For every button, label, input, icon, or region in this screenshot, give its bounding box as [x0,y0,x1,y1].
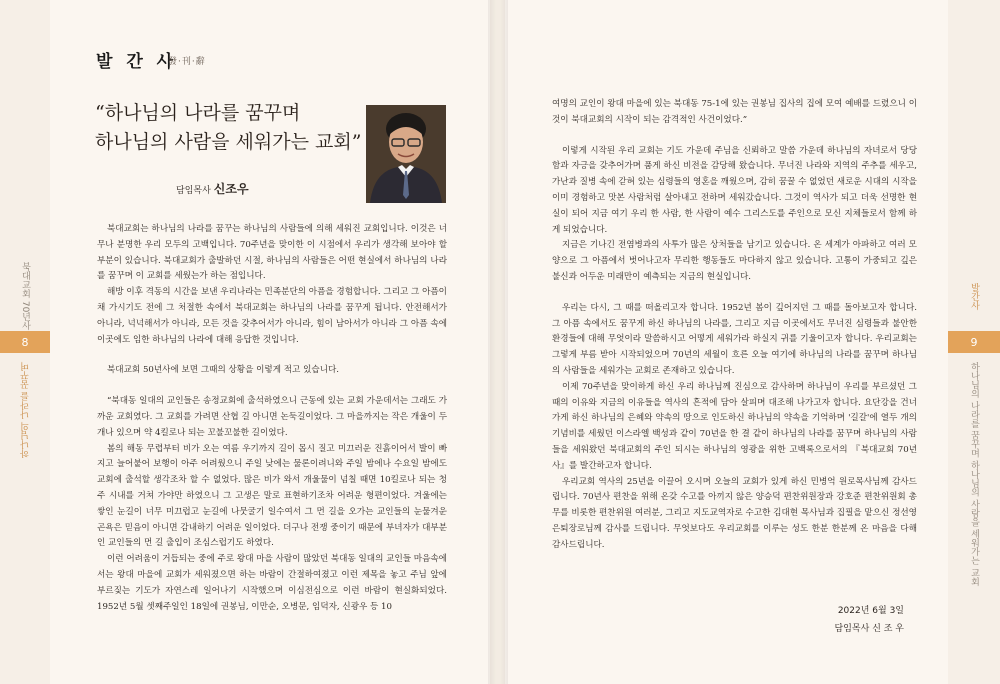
paragraph: 이렇게 시작된 우리 교회는 기도 가운데 주님을 신뢰하고 말씀 가운데 하나님의 자녀로서 당당함과 자긍을 갖추어가며 품게 하신 비전을 감당해 왔습니다. 무너진 나라와 지역의 주추를 세우고, 가난과 질병 속에 갇혀 있는 심령들의 영혼을 깨웠으며, 감히 꿈꿀 수 없었던 새로운 시대의 시작을 이미 경험하고 맛본 사람처럼 살아내고 전하며 세워갔습니다. 그것이 역사가 되고 더욱 선명한 현실이 되어 지금 여기 우리 한 사람, 한 사람이 예수 그리스도를 주인으로 모신 지체들로서 함께 하게 되었습니다. [552,145,917,235]
headline-quote [95,99,361,157]
author-byline [176,180,249,197]
paragraph: 우리는 다시, 그 때를 떠올리고자 합니다. 1952년 봄이 깊어지던 그 때를 돌아보고자 합니다. 그 아픔 속에서도 꿈꾸게 하신 하나님의 나라를, 그리고 지금 이곳에서도 무너진 심령들과 불안한 환경들에 대해 무엇이라 말씀하시고 어떻게 세워가라 하실지 귀를 기울이고자 합니다. 우리교회는 그렇게 부름 받아 시작되었으며 70년의 세월이 흐른 오늘 여기에 하나님의 나라를 꿈꾸며 하나님의 사람들을 세워가는 교회로 존재하고 있습니다. [552,302,917,376]
signature-block [780,621,904,634]
paragraph-gap [552,286,917,301]
paragraph-gap [97,348,447,363]
author-role: 담임목사 [176,186,211,196]
paragraph: 북대교회 50년사에 보면 그때의 상황을 이렇게 적고 있습니다. [107,365,340,376]
section-title-hanja: 發·刊·辭 [168,57,206,67]
running-foot-motto-right: 하나님의 나라를 꿈꾸며 하나님의 사람을 세워가는 교회 [969,362,979,587]
author-name: 신조우 [213,182,249,196]
paragraph-gap [97,379,447,394]
paragraph: 이제 70주년을 맞이하게 하신 우리 하나님께 진심으로 감사하며 하나님이 우리를 부르셨던 그때의 이유와 지금의 이유들을 역사의 흔적에 담아 살피며 대조해 나가고자 합니다. 요단강을 건너가게 하신 하나님의 은혜와 약속의 땅으로 인도하신 하나님의 약속을 기억하며 '길갈'에 열두 개의 기념비를 세웠던 이스라엘 백성과 같이 70년을 한 결 같이 하나님의 나라를 꿈꾸며 하나님의 사람들을 세워왔던 북대교회의 주인 되시는 하나님의 영광을 위한 고백록으로서의 『북대교회 70년사』를 발간하고자 합니다. [552,381,917,471]
paragraph: 해방 이후 격동의 시간을 보낸 우리나라는 민족분단의 아픔을 경험합니다. 그리고 그 아픔이 채 가시기도 전에 그 처절한 속에서 북대교회는 하나님의 나라를 꿈꾸게 됩니다. 안전해서가 아니라, 넉넉해서가 아니라, 모든 것을 갖추어서가 아니라, 힘이 남아서가 아니라 그 아픔 속에 이곳에도 임한 하나님의 나라에 대해 응답한 것입니다. [97,287,447,345]
book-gutter [488,0,508,684]
page-number-tab-left [0,331,50,353]
paragraph: 북대교회는 하나님의 나라를 꿈꾸는 하나님의 사람들에 의해 세워진 교회입니다. 이것은 너무나 분명한 우리 모두의 고백입니다. 70주년을 맞이한 이 시점에서 우리가 생각해 보아야 할 부분이 있습니다. 북대교회가 출발하던 시절, 하나님의 사람들은 어떤 현실에서 하나님의 나라를 꿈꾸며 이 교회를 세웠는가 하는 점입니다. [97,224,447,282]
paragraph: 여명의 교인이 왕대 마을에 있는 북대동 75-1에 있는 권봉님 집사의 집에 모여 예배를 드렸으니 이것이 북대교회의 시작이 되는 감격적인 사건이었다.” [552,99,917,125]
signature-name: 신 조 우 [872,624,904,634]
section-title: 발 간 사 [96,52,178,72]
paragraph: 봄의 해동 무렵부터 비가 오는 여름 우기까지 길이 몹시 질고 미끄러운 진흙이어서 발이 빠지고 늘어붙어 보행이 아주 어려웠으니 주일 낮에는 물론이려니와 주일 밤에나 수요일 밤에도 교회에 출석할 생각조차 할 수 없었다. 많은 비가 와서 개울물이 넘칠 때면 10킬로나 되는 청주 시내를 거쳐 가야만 하였으니 그 고생은 말로 표현하기조차 어려운 형편이었다. 겨울에는 쌓인 눈길이 너무 미끄럽고 눈길에 나뭇굴기 일수여서 그 먼 길을 오가는 교인들의 눈물겨운 곤욕은 믿음이 아니면 감내하기 어려운 일이었다. 더구나 전쟁 중이기 때문에 부녀자가 대부분인 교인들의 먼 길 출입이 조심스럽기도 하였다. [97,443,447,549]
running-head-chapter: 발간사 [969,283,979,310]
paragraph: 우리교회 역사의 25년을 이끌어 오시며 오늘의 교회가 있게 하신 민병억 원로목사님께 감사드립니다. 70년사 편찬을 위해 온갖 수고를 아끼지 않은 양승덕 편찬위원장과 강호준 편찬위원회 총무를 비롯한 편찬위원 여러분, 그리고 지도교역자로 수고한 김대현 목사님과 집필을 맡으신 정선영 은퇴장로님께 감사를 드립니다. 무엇보다도 우리교회를 이루는 성도 한분 한분께 온 마음을 다해 감사드립니다. [552,476,917,550]
portrait-illustration [366,105,446,203]
page-number-tab-right [948,331,1000,353]
quote-line-2: 하나님의 사람을 세워가는 교회” [95,131,362,153]
running-head-book-title: 북대교회 70년사 [20,262,30,331]
signature-role: 담임목사 [834,624,870,634]
paragraph: 지금은 기나긴 전염병과의 사투가 많은 상처들을 남기고 있습니다. 온 세계가 아파하고 여러 모양으로 그 아픔에서 벗어나고자 무리한 행동들도 마다하지 않고 있습니다. 고통이 가중되고 깊은 불신과 어두운 미래만이 예측되는 지금의 현실입니다. [552,240,917,282]
quote-line-1: “하나님의 나라를 꿈꾸며 [95,102,301,124]
page-number-right: 9 [970,335,978,349]
pastor-portrait-photo [366,105,446,203]
page-number-left: 8 [21,335,29,349]
running-foot-motto-left: 하나님의 나라를 꿈꾸며 [21,362,31,458]
paragraph: 이런 어려움이 거듭되는 중에 주로 왕대 마을 사람이 많았던 북대동 일대의 교인들 마음속에서는 왕대 마을에 교회가 세워졌으면 하는 바람이 간절하여졌고 이런 제목을 놓고 주님 앞에 부르짖는 기도가 자연스레 일어나기 시작했으며 이심전심으로 이런 바람이 현실화되었다. 1952년 5월 셋째주일인 18일에 권봉님, 이만순, 오병문, 임덕자, 신광우 등 10 [97,554,447,612]
signature-date: 2022년 6월 3일 [837,606,904,616]
left-body-text [97,222,447,615]
right-body-text [552,97,917,554]
paragraph-gap [552,129,917,144]
paragraph: “북대동 일대의 교인들은 송정교회에 출석하였으니 근동에 있는 교회 가운데서는 그래도 가까운 교회였다. 그 교회를 가려면 산협 길 아니면 논둑길이었다. 그 마을까지는 작은 개울이 두 개나 있으며 약 4킬로나 되는 꼬불꼬불한 길이었다. [97,396,447,438]
